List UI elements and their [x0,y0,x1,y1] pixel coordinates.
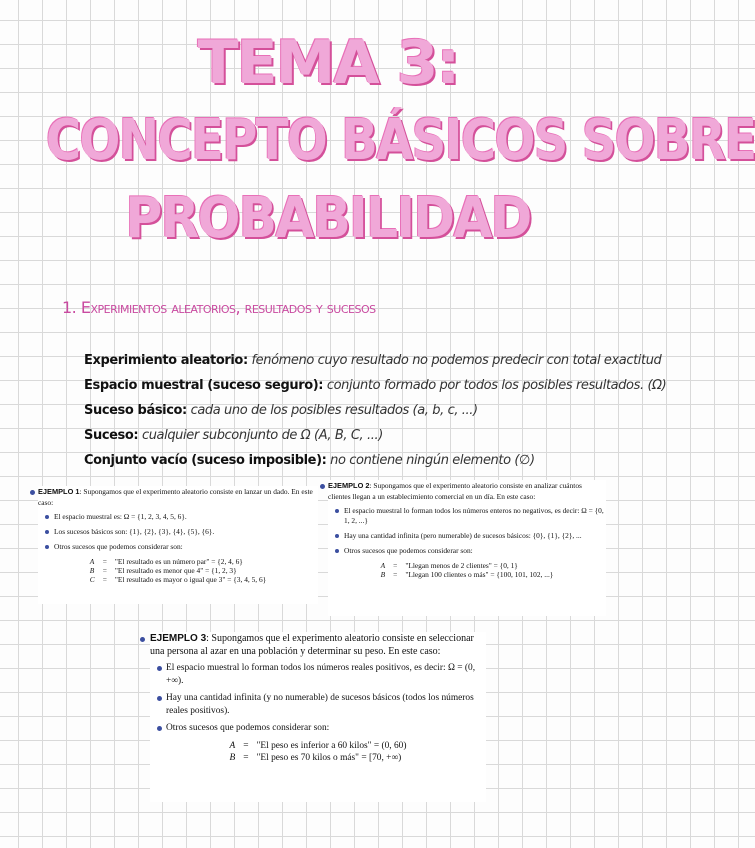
event-text: "El resultado es un número par" = {2, 4, 6} [114,557,243,566]
definition-term: Experimiento aleatorio: [84,353,248,368]
example-2-events [377,561,558,579]
list-item: Hay una cantidad infinita (pero numerable) de sucesos básicos: {0}, {1}, {2}, ... [344,531,606,541]
example-2-box [328,480,606,616]
event-row [226,752,411,765]
event-eq: = [393,561,398,570]
list-item: Hay una cantidad infinita (y no numerable) de sucesos básicos (todos los números reales positivos). [166,692,486,717]
event-row [377,561,558,570]
example-3-label: EJEMPLO 3 [150,633,207,644]
event-var: B [380,570,386,579]
list-item: Otros sucesos que podemos considerar son: [344,546,606,556]
title-line-2: CONCEPTO BÁSICOS SOBRE [45,108,755,173]
event-var: C [89,575,95,584]
definition-term: Conjunto vacío (suceso imposible): [84,453,327,468]
definition-desc: cualquier subconjunto de Ω (A, B, C, ...) [141,428,383,443]
list-item: El espacio muestral lo forman todos los números enteros no negativos, es decir: Ω = {0, 1, 2, ...} [344,506,606,526]
list-item: El espacio muestral es: Ω = {1, 2, 3, 4, 5, 6}. [54,512,318,522]
example-1-events [86,557,270,584]
event-row [86,575,270,584]
example-2-list [328,506,606,556]
event-eq: = [243,740,249,751]
definition-desc: conjunto formado por todos los posibles resultados. (Ω) [326,378,667,393]
definition-item [84,348,662,373]
definition-term: Suceso básico: [84,403,187,418]
event-row [86,566,270,575]
list-item: El espacio muestral lo forman todos los números reales positivos, es decir: Ω = (0, +∞). [166,662,486,687]
event-text: "Llegan menos de 2 clientes" = {0, 1} [405,561,518,570]
list-item: Otros sucesos que podemos considerar son: [166,722,486,735]
list-item: Los sucesos básicos son: {1}, {2}, {3}, {4}, {5}, {6}. [54,527,318,537]
event-var: A [380,561,386,570]
example-1-list [38,512,318,552]
event-eq: = [102,575,107,584]
event-eq: = [102,557,107,566]
event-row [86,557,270,566]
example-3-box [150,632,486,802]
event-text: "El peso es inferior a 60 kilos" = (0, 60) [256,740,407,751]
event-row [377,570,558,579]
bullet-icon [140,637,145,642]
title-line-1: TEMA 3: [197,28,459,98]
example-1-label: EJEMPLO 1 [38,487,80,496]
definition-term: Espacio muestral (suceso seguro): [84,378,324,393]
definitions-list [84,348,667,473]
event-text: "El peso es 70 kilos o más" = [70, +∞) [256,753,402,763]
list-item: Otros sucesos que podemos considerar son: [54,542,318,552]
bullet-icon [320,484,325,489]
definition-item [84,448,624,473]
definition-item [84,423,624,448]
title-line-3: PROBABILIDAD [125,186,531,251]
event-var: B [89,566,95,575]
example-2-intro: : Supongamos que el experimento aleatorio consiste en analizar cuántos clientes llegan a un establecimiento comercial en un día. En este caso: [328,481,582,501]
event-eq: = [243,753,249,763]
example-3-intro: : Supongamos que el experimento aleatorio consiste en seleccionar una persona al azar en una población y determinar su peso. En este caso: [150,633,474,657]
example-3-list [150,662,486,735]
event-text: "El resultado es menor que 4" = {1, 2, 3} [114,566,237,575]
event-text: "El resultado es mayor o igual que 3" = {3, 4, 5, 6} [114,575,267,584]
definition-item [84,373,667,398]
example-1-intro: : Supongamos que el experimento aleatorio consiste en lanzar un dado. En este caso: [38,487,313,507]
event-var: A [89,557,95,566]
example-1-header [38,486,318,508]
example-2-header [328,480,606,502]
bullet-icon [30,490,35,495]
definition-item [84,398,624,423]
definition-desc: cada uno de los posibles resultados (a, b, c, ...) [190,403,478,418]
definition-desc: fenómeno cuyo resultado no podemos predecir con total exactitud [251,353,662,368]
event-var: B [229,753,236,763]
definition-term: Suceso: [84,428,139,443]
event-eq: = [102,566,107,575]
definition-desc: no contiene ningún elemento (∅) [330,453,535,468]
event-var: A [229,740,236,751]
section-heading: 1. Experimientos aleatorios, resultados y sucesos [62,298,376,317]
event-row [226,740,411,753]
example-3-header [150,632,486,658]
example-1-box [38,486,318,604]
example-2-label: EJEMPLO 2 [328,481,370,490]
event-text: "Llegan 100 clientes o más" = {100, 101, 102, ...} [405,570,554,579]
example-3-events [226,740,411,765]
event-eq: = [393,570,398,579]
